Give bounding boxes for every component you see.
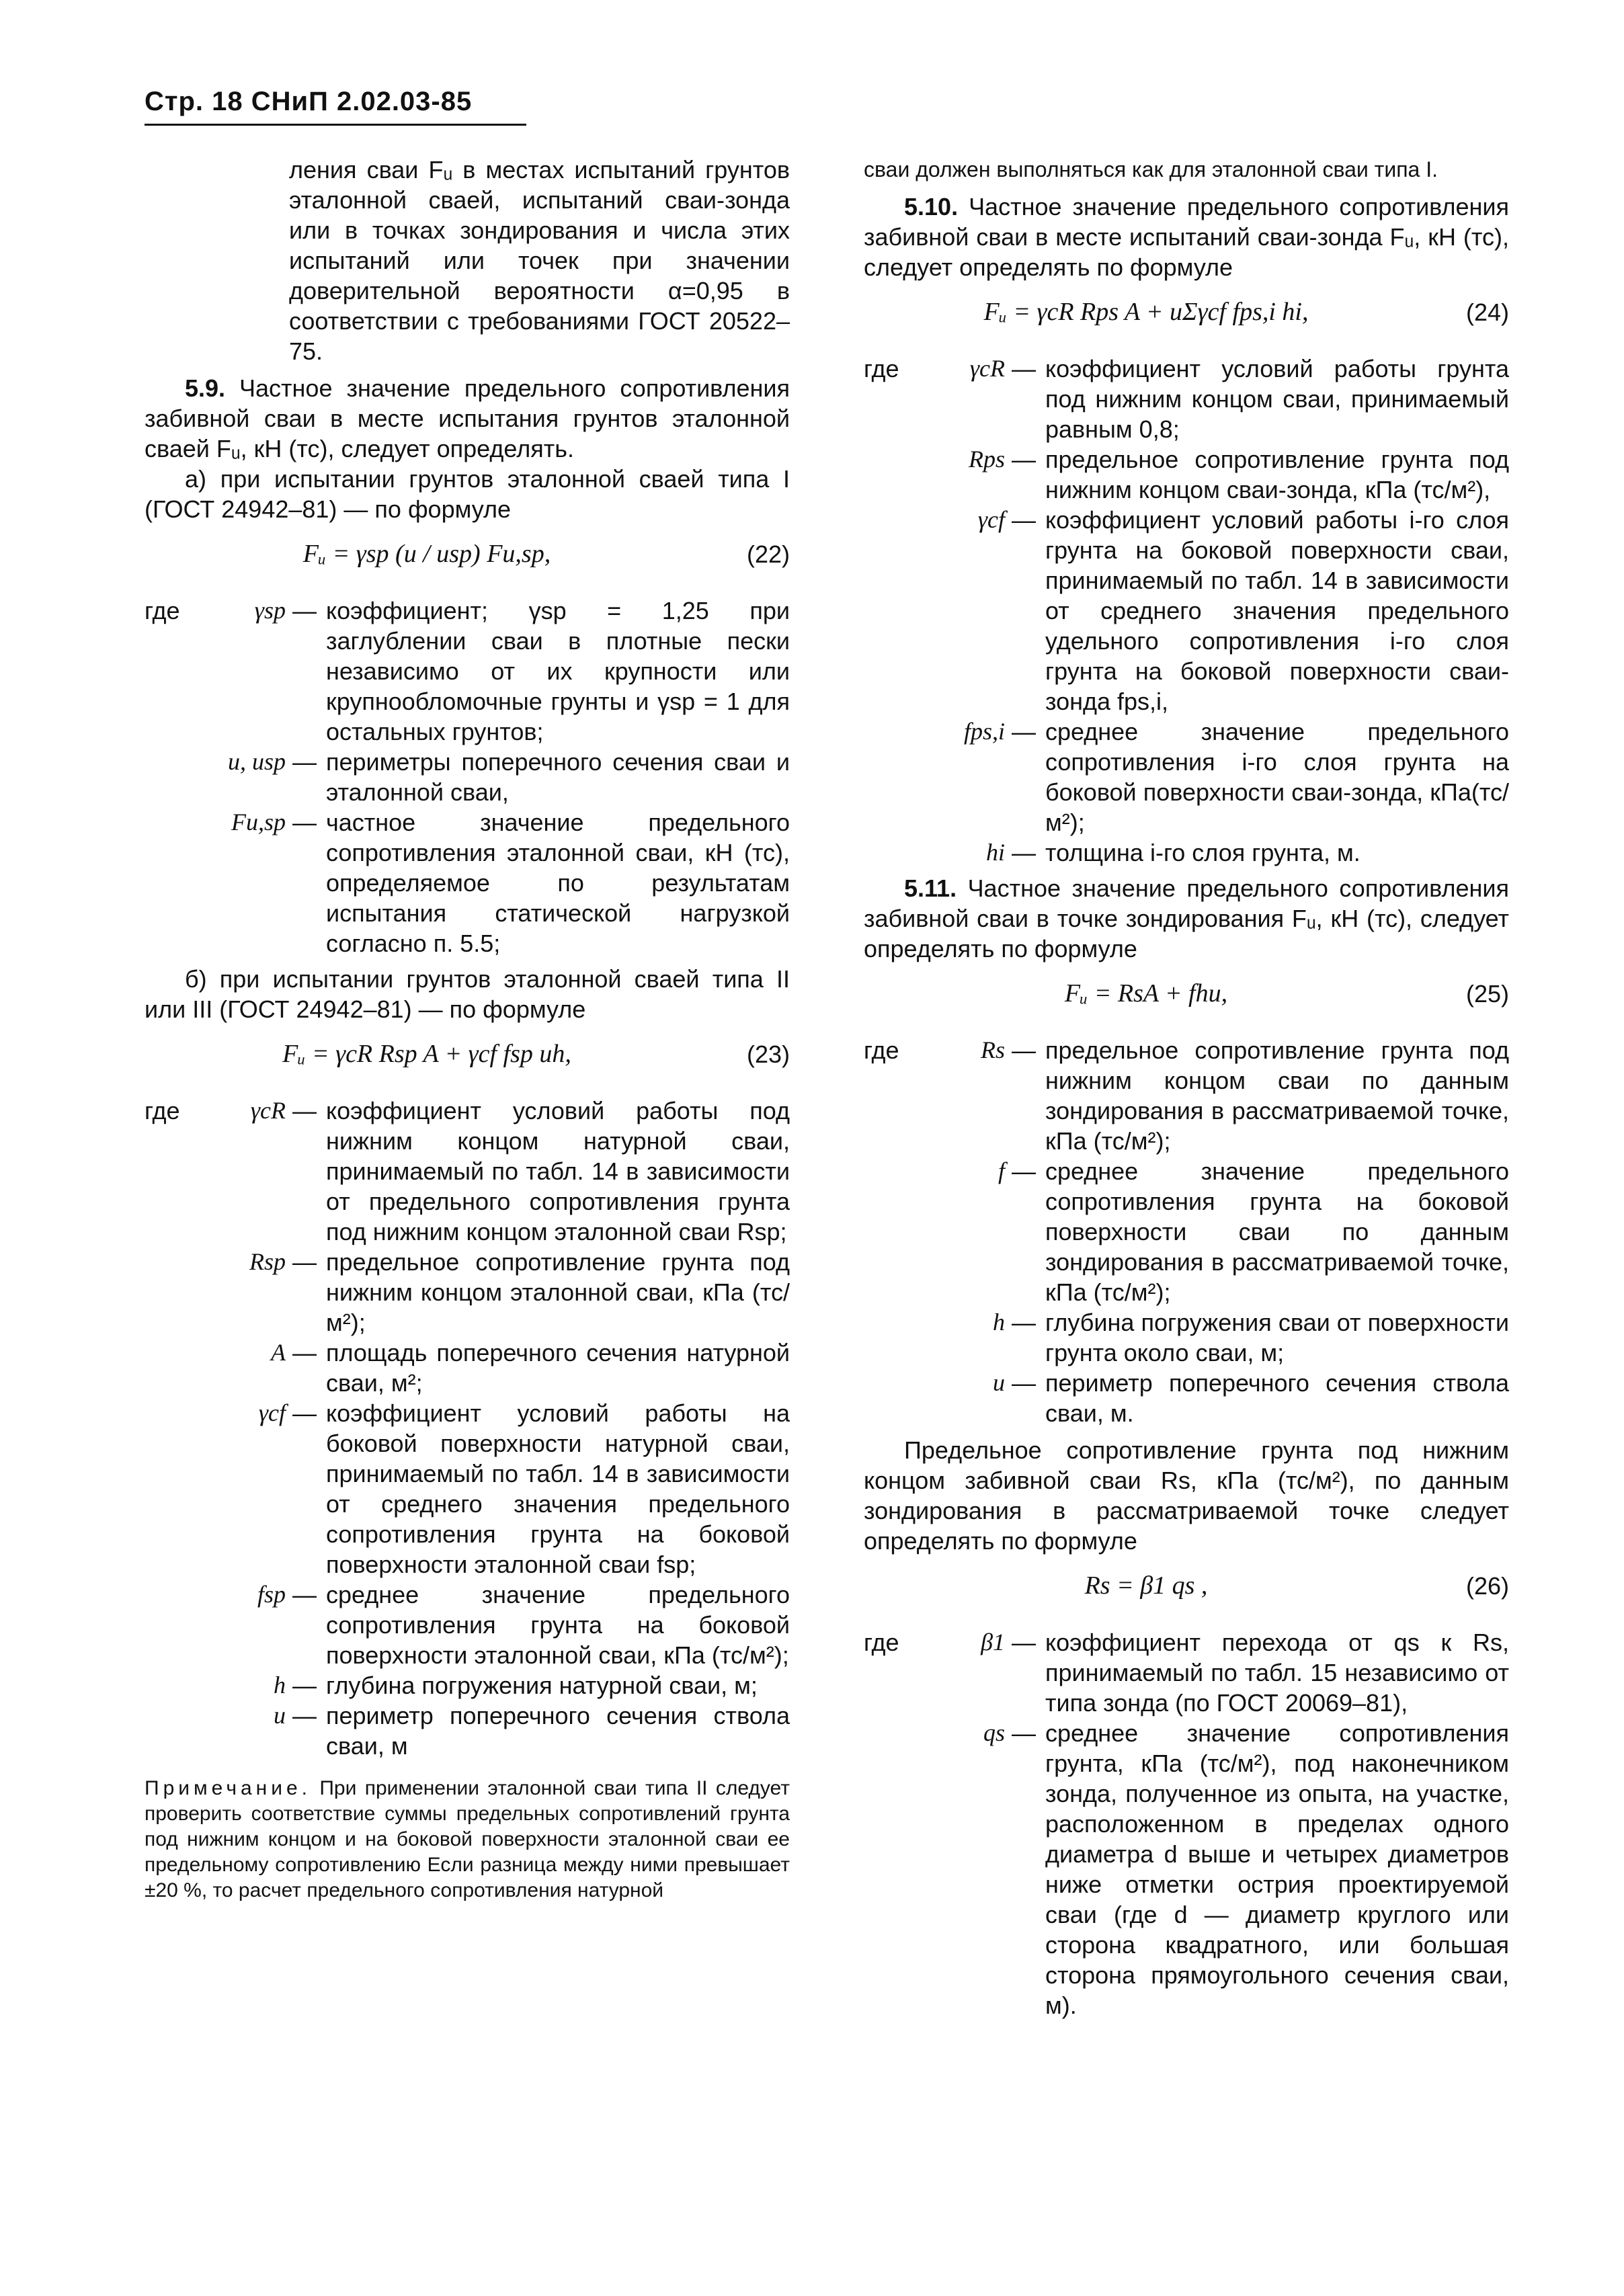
definition-item <box>145 747 790 807</box>
dash: — <box>1012 1036 1036 1064</box>
symbol: γcR <box>969 355 1005 382</box>
symbol: β1 <box>981 1629 1005 1655</box>
section-text: Частное значение предельного сопротивления забивной сваи в месте испытаний сваи-зонда Fᵤ, кН (тс), следует определять по формуле <box>864 193 1509 281</box>
dash: — <box>292 1702 317 1729</box>
symbol: Rsp <box>249 1248 286 1275</box>
symbol: Rps <box>969 446 1005 473</box>
page-header: Стр. 18 СНиП 2.02.03-85 <box>145 87 473 116</box>
dash: — <box>292 1097 317 1124</box>
item-b: б) при испытании грунтов эталонной сваей типа II или III (ГОСТ 24942–81) — по формуле <box>145 965 790 1023</box>
definition-text: глубина погружения натурной сваи, м; <box>326 1672 758 1699</box>
dash: — <box>292 1399 317 1427</box>
item-a: а) при испытании грунтов эталонной сваей типа I (ГОСТ 24942–81) — по формуле <box>145 465 790 523</box>
section-text: Частное значение предельного сопротивления забивной сваи в месте испытания грунтов эталонной сваей Fᵤ, кН (тс), следует определять. <box>145 374 790 462</box>
definition-item <box>864 1035 1509 1156</box>
symbol: γcR <box>250 1097 286 1124</box>
definition-item <box>145 1580 790 1670</box>
symbol: u <box>993 1369 1005 1396</box>
symbol: γsp <box>254 597 286 624</box>
continuation-paragraph: сваи должен выполняться как для эталонной сваи типа I. <box>864 157 1438 181</box>
where-label: где <box>864 1629 899 1656</box>
definition-item <box>864 354 1509 444</box>
section-number: 5.11. <box>904 874 957 902</box>
definition-item <box>864 716 1509 837</box>
definitions-24 <box>864 354 1509 868</box>
symbol: h <box>993 1309 1005 1336</box>
dash: — <box>1012 1719 1036 1747</box>
dash: — <box>292 809 317 836</box>
left-column <box>145 155 790 1903</box>
continuation-paragraph: ления сваи Fᵤ в местах испытаний грунтов эталонной сваей, испытаний сваи-зонда или в точках зондирования и числа этих испытаний или точек при значении доверительной вероятности α=0,95 в соответствии с требованиями ГОСТ 20522–75. <box>289 156 790 365</box>
paragraph-rs: Предельное сопротивление грунта под нижним концом забивной сваи Rs, кПа (тс/м²), по данным зондирования в рассматриваемой точке следует определять по формуле <box>864 1436 1509 1555</box>
definition-item <box>864 1718 1509 2020</box>
formula-22 <box>145 524 790 591</box>
formula-number: (26) <box>1465 1572 1509 1600</box>
definitions-25 <box>864 1035 1509 1428</box>
definition-item <box>864 505 1509 716</box>
dash: — <box>292 1248 317 1276</box>
definition-text: предельное сопротивление грунта под нижним концом сваи по данным зондирования в рассматриваемой точке, кПа (тс/м²); <box>1045 1036 1509 1155</box>
section-5-9 <box>145 373 790 464</box>
definition-text: коэффициент; γsp = 1,25 при заглублении сваи в плотные пески независимо от их крупности или крупнообломочные грунты и γsp = 1 для остальных грунтов; <box>326 597 790 745</box>
dash: — <box>1012 1629 1036 1656</box>
note-label: Примечание. <box>145 1777 311 1799</box>
section-number: 5.9. <box>185 374 226 402</box>
symbol: h <box>274 1672 286 1698</box>
definition-item <box>145 1398 790 1580</box>
note-text: При применении эталонной сваи типа II следует проверить соответствие суммы предельных сопротивлений грунта под нижним концом и на боковой поверхности эталонной сваи ее предельному сопротивлению Если разница между ними превышает ±20 %, то расчет предельного сопротивления натурной <box>145 1777 790 1901</box>
formula-25 <box>864 964 1509 1031</box>
definition-item <box>145 1700 790 1761</box>
definition-text: периметр поперечного сечения ствола сваи, м <box>326 1702 790 1760</box>
dash: — <box>1012 1369 1036 1397</box>
symbol: fsp <box>257 1581 286 1608</box>
definitions-26 <box>864 1627 1509 2020</box>
definition-text: среднее значение сопротивления грунта, кПа (тс/м²), под наконечником зонда, полученное из опыта, на участке, расположенном в пределах одного диаметра d выше и четырех диаметров ниже отметки острия проектируемой сваи (где d — диаметр круглого или сторона квадратного, или большая сторона прямоугольного сечения сваи, м). <box>1045 1719 1509 2019</box>
definitions-23 <box>145 1096 790 1761</box>
formula-expression: Fᵤ = γcR Rps A + uΣγcf fps,i hi, <box>983 298 1309 326</box>
definition-item <box>145 1670 790 1700</box>
formula-expression: Rs = β1 qs , <box>1084 1571 1208 1600</box>
definition-item <box>864 1627 1509 1718</box>
dash: — <box>1012 446 1036 473</box>
definition-item <box>145 807 790 958</box>
definition-text: среднее значение предельного сопротивления i-го слоя грунта на боковой поверхности сваи-зонда, кПа(тс/м²); <box>1045 718 1509 836</box>
section-text: Частное значение предельного сопротивления забивной сваи в точке зондирования Fᵤ, кН (тс), следует определять по формуле <box>864 874 1509 962</box>
definition-text: частное значение предельного сопротивления эталонной сваи, кН (тс), определяемое по результатам испытания статической нагрузкой согласно п. 5.5; <box>326 809 790 957</box>
definition-text: предельное сопротивление грунта под нижним концом эталонной сваи, кПа (тс/м²); <box>326 1248 790 1336</box>
where-label: где <box>145 1097 180 1124</box>
definition-text: глубина погружения сваи от поверхности грунта около сваи, м; <box>1045 1309 1509 1366</box>
dash: — <box>292 1581 317 1608</box>
formula-number: (24) <box>1465 298 1509 326</box>
formula-number: (23) <box>746 1040 790 1068</box>
dash: — <box>1012 1157 1036 1185</box>
definition-text: коэффициент условий работы i-го слоя грунта на боковой поверхности сваи, принимаемый по табл. 14 в зависимости от среднего значения предельного удельного сопротивления i-го слоя грунта на боковой поверхности сваи-зонда fps,i, <box>1045 506 1509 715</box>
dash: — <box>292 597 317 624</box>
definition-item <box>145 1247 790 1338</box>
symbol: γcf <box>977 506 1005 533</box>
definition-text: толщина i-го слоя грунта, м. <box>1045 839 1361 866</box>
symbol: f <box>998 1157 1005 1184</box>
right-column <box>864 155 1509 2026</box>
dash: — <box>292 1339 317 1366</box>
definition-text: коэффициент условий работы грунта под нижним концом сваи, принимаемый равным 0,8; <box>1045 355 1509 443</box>
symbol: u, usp <box>227 748 286 775</box>
definition-item <box>864 1368 1509 1428</box>
formula-26 <box>864 1556 1509 1623</box>
formula-expression: Fᵤ = γcR Rsp A + γcf fsp uh, <box>282 1040 571 1068</box>
formula-23 <box>145 1024 790 1092</box>
dash: — <box>1012 839 1036 866</box>
formula-expression: Fᵤ = RsA + fhu, <box>1064 979 1228 1008</box>
section-5-11 <box>864 873 1509 964</box>
definition-text: периметр поперечного сечения ствола сваи, м. <box>1045 1369 1509 1427</box>
symbol: Fu,sp <box>231 809 286 835</box>
symbol: fps,i <box>963 718 1005 745</box>
dash: — <box>1012 355 1036 382</box>
definition-item <box>864 837 1509 868</box>
where-label: где <box>145 597 180 624</box>
dash: — <box>1012 1309 1036 1336</box>
definition-item <box>864 1156 1509 1307</box>
symbol: qs <box>983 1719 1005 1746</box>
dash: — <box>292 748 317 776</box>
definition-text: периметры поперечного сечения сваи и эталонной сваи, <box>326 748 790 806</box>
definition-text: коэффициент условий работы на боковой поверхности натурной сваи, принимаемый по табл. 14 в зависимости от среднего значения предельного сопротивления грунта на боковой поверхности эталонной сваи fsp; <box>326 1399 790 1578</box>
formula-24 <box>864 282 1509 350</box>
definition-item <box>145 596 790 747</box>
definition-text: площадь поперечного сечения натурной сваи, м²; <box>326 1339 790 1397</box>
formula-number: (22) <box>746 540 790 568</box>
formula-expression: Fᵤ = γsp (u / usp) Fu,sp, <box>302 540 551 568</box>
formula-number: (25) <box>1465 980 1509 1008</box>
definitions-22 <box>145 596 790 958</box>
dash: — <box>1012 718 1036 745</box>
symbol: A <box>271 1339 286 1366</box>
dash: — <box>292 1672 317 1699</box>
definition-text: среднее значение предельного сопротивления грунта на боковой поверхности эталонной сваи, кПа (тс/м²); <box>326 1581 790 1669</box>
where-label: где <box>864 1036 899 1064</box>
dash: — <box>1012 506 1036 534</box>
definition-text: коэффициент перехода от qs к Rs, принимаемый по табл. 15 независимо от типа зонда (по ГОСТ 20069–81), <box>1045 1629 1509 1717</box>
definition-item <box>864 444 1509 505</box>
section-5-10 <box>864 192 1509 282</box>
definition-text: коэффициент условий работы под нижним концом натурной сваи, принимаемый по табл. 14 в зависимости от предельного сопротивления грунта под нижним концом эталонной сваи Rsp; <box>326 1097 790 1245</box>
definition-item <box>864 1307 1509 1368</box>
definition-item <box>145 1096 790 1247</box>
symbol: u <box>274 1702 286 1729</box>
note <box>145 1776 790 1903</box>
definition-text: среднее значение предельного сопротивления грунта на боковой поверхности сваи по данным зондирования в рассматриваемой точке, кПа (тс/м²); <box>1045 1157 1509 1306</box>
section-number: 5.10. <box>904 193 959 220</box>
header-rule <box>145 124 526 126</box>
definition-text: предельное сопротивление грунта под нижним концом сваи-зонда, кПа (тс/м²), <box>1045 446 1509 503</box>
symbol: Rs <box>981 1036 1005 1063</box>
symbol: hi <box>985 839 1005 866</box>
definition-item <box>145 1338 790 1398</box>
symbol: γcf <box>258 1399 286 1426</box>
where-label: где <box>864 355 899 382</box>
